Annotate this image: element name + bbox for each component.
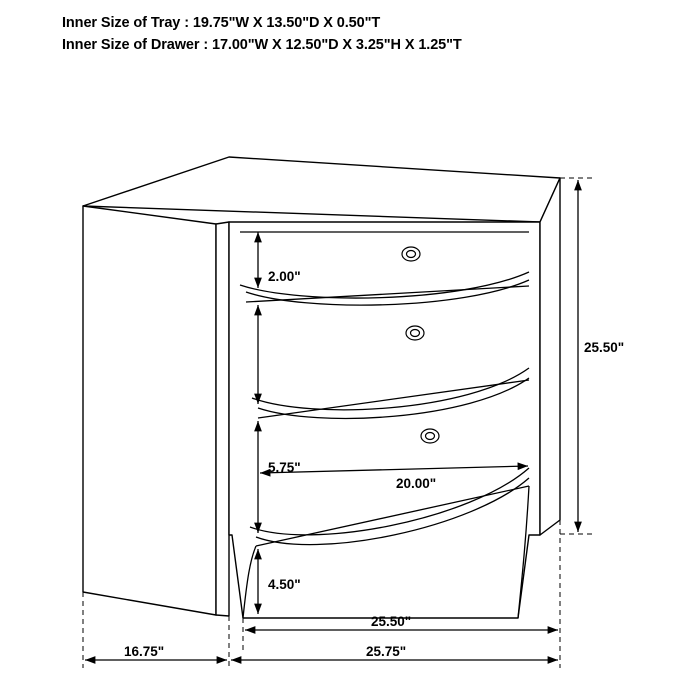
label-drawer-bottom-height: 4.50" (268, 577, 301, 592)
side-front-seam (216, 222, 229, 616)
top-surface (83, 157, 560, 222)
label-front-width-inner: 20.00" (396, 476, 437, 491)
knob-middle-drawer-inner (411, 330, 420, 337)
label-total-height: 25.50" (584, 340, 625, 355)
right-side-bevel (540, 178, 560, 535)
left-side-panel (83, 206, 216, 615)
label-drawer-top-height: 2.00" (268, 269, 301, 284)
knob-top-drawer-inner (407, 251, 416, 258)
label-overall-width: 25.75" (366, 644, 407, 659)
label-drawer-middle-height: 5.75" (268, 460, 301, 475)
inner-size-tray-text: Inner Size of Tray : 19.75"W X 13.50"D X 0.50"T (62, 15, 381, 31)
inner-size-drawer-text: Inner Size of Drawer : 17.00"W X 12.50"D X 3.25"H X 1.25"T (62, 37, 462, 53)
knob-bottom-drawer-inner (426, 433, 435, 440)
label-front-width: 25.50" (371, 614, 412, 629)
label-side-depth: 16.75" (124, 644, 165, 659)
